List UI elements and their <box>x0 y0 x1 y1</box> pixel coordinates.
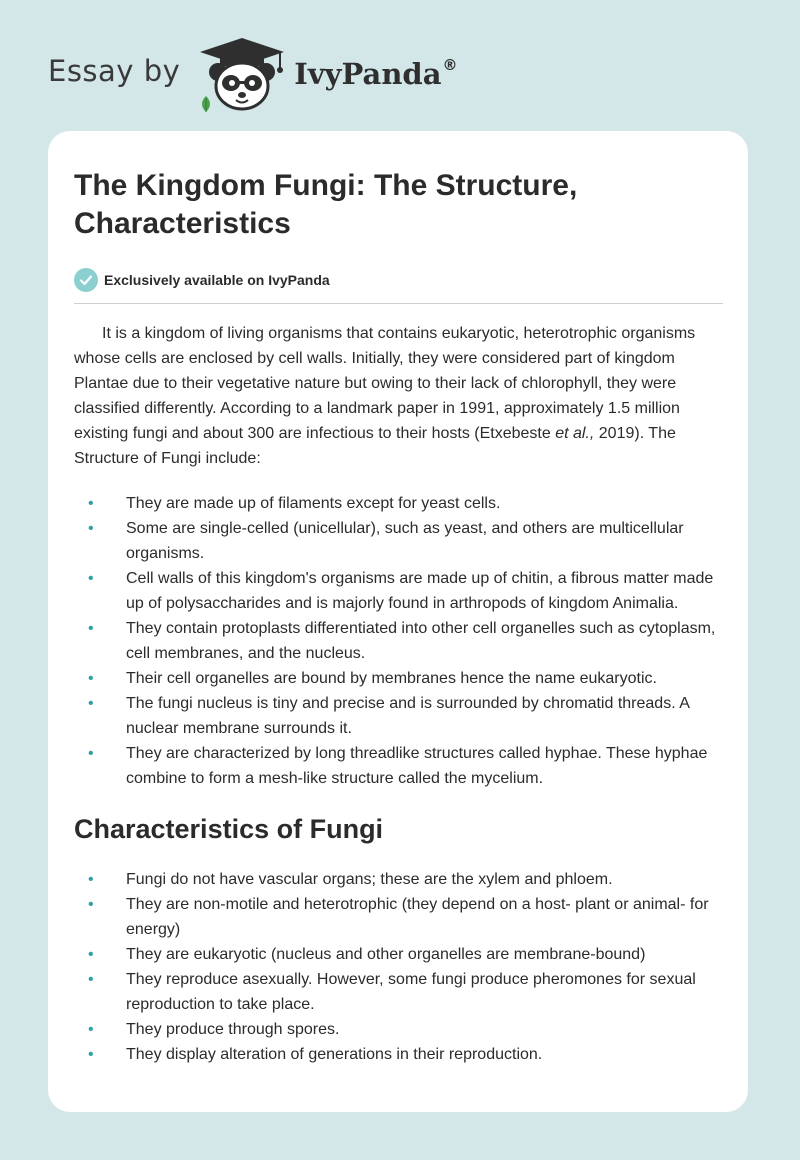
intro-text-start: It is a kingdom of living organisms that contains eukaryotic, heterotrophic organisms whose cells are enclosed by cell walls. Initially, they were considered part of kingdom Plantae due to their vegetative nature but owing to their lack of chlorophyll, they were classified differently. According to a landmark paper in 1991, approximately 1.5 million existing fungi and about 300 are infectious to their hosts (Etxebeste <box>74 325 696 442</box>
divider <box>74 303 723 304</box>
list-item <box>74 516 723 566</box>
structure-list <box>74 491 723 791</box>
list-item-text: The fungi nucleus is tiny and precise and is surrounded by chromatid threads. A nuclear membrane surrounds it. <box>126 695 689 737</box>
bullet-icon: • <box>88 570 94 587</box>
bullet-icon: • <box>88 1021 94 1038</box>
bullet-icon: • <box>88 695 94 712</box>
list-item <box>74 967 723 1017</box>
list-item-text: They are eukaryotic (nucleus and other organelles are membrane-bound) <box>126 946 646 963</box>
list-item <box>74 1042 723 1067</box>
bullet-icon: • <box>88 670 94 687</box>
bullet-icon: • <box>88 620 94 637</box>
brand-name[interactable] <box>294 56 457 91</box>
list-item <box>74 942 723 967</box>
registered-mark: ® <box>442 55 458 74</box>
list-item-text: They produce through spores. <box>126 1021 340 1038</box>
intro-text-end: 2019). The Structure of Fungi include: <box>74 425 676 467</box>
bullet-icon: • <box>88 871 94 888</box>
check-circle-icon <box>74 268 98 292</box>
list-item-text: Their cell organelles are bound by membranes hence the name eukaryotic. <box>126 670 657 687</box>
bullet-icon: • <box>88 1046 94 1063</box>
characteristics-list <box>74 867 723 1067</box>
exclusive-badge <box>74 267 723 293</box>
brand-label: IvyPanda <box>294 56 442 91</box>
bullet-icon: • <box>88 495 94 512</box>
bullet-icon: • <box>88 946 94 963</box>
list-item <box>74 566 723 616</box>
article-content <box>74 167 723 1067</box>
bullet-icon: • <box>88 971 94 988</box>
list-item <box>74 741 723 791</box>
list-item-text: Fungi do not have vascular organs; these are the xylem and phloem. <box>126 871 613 888</box>
list-item <box>74 491 723 516</box>
list-item-text: They are non-motile and heterotrophic (they depend on a host- plant or animal- for energy) <box>126 896 709 938</box>
bullet-icon: • <box>88 896 94 913</box>
bullet-icon: • <box>88 520 94 537</box>
article-title: The Kingdom Fungi: The Structure, Characteristics <box>74 169 578 240</box>
section-heading-characteristics: Characteristics of Fungi <box>74 814 384 844</box>
list-item-text: They contain protoplasts differentiated into other cell organelles such as cytoplasm, cell membranes, and the nucleus. <box>126 620 716 662</box>
list-item-text: They display alteration of generations in their reproduction. <box>126 1046 543 1063</box>
list-item-text: They are made up of filaments except for yeast cells. <box>126 495 501 512</box>
bullet-icon: • <box>88 745 94 762</box>
list-item <box>74 616 723 666</box>
list-item-text: Some are single-celled (unicellular), such as yeast, and others are multicellular organisms. <box>126 520 684 562</box>
site-header <box>48 34 458 114</box>
intro-paragraph <box>74 321 723 471</box>
list-item <box>74 1017 723 1042</box>
intro-citation-italic: et al., <box>555 425 595 442</box>
article-card <box>48 131 748 1112</box>
panda-graduate-icon[interactable] <box>196 34 288 114</box>
list-item-text: They reproduce asexually. However, some fungi produce pheromones for sexual reproduction to take place. <box>126 971 696 1013</box>
list-item <box>74 867 723 892</box>
essay-by-label: Essay by <box>48 54 181 88</box>
list-item-text: Cell walls of this kingdom's organisms are made up of chitin, a fibrous matter made up of polysaccharides and is majorly found in arthropods of kingdom Animalia. <box>126 570 714 612</box>
list-item <box>74 666 723 691</box>
list-item <box>74 892 723 942</box>
list-item <box>74 691 723 741</box>
exclusive-badge-text: Exclusively available on IvyPanda <box>104 272 330 288</box>
list-item-text: They are characterized by long threadlike structures called hyphae. These hyphae combine to form a mesh-like structure called the mycelium. <box>126 745 708 787</box>
